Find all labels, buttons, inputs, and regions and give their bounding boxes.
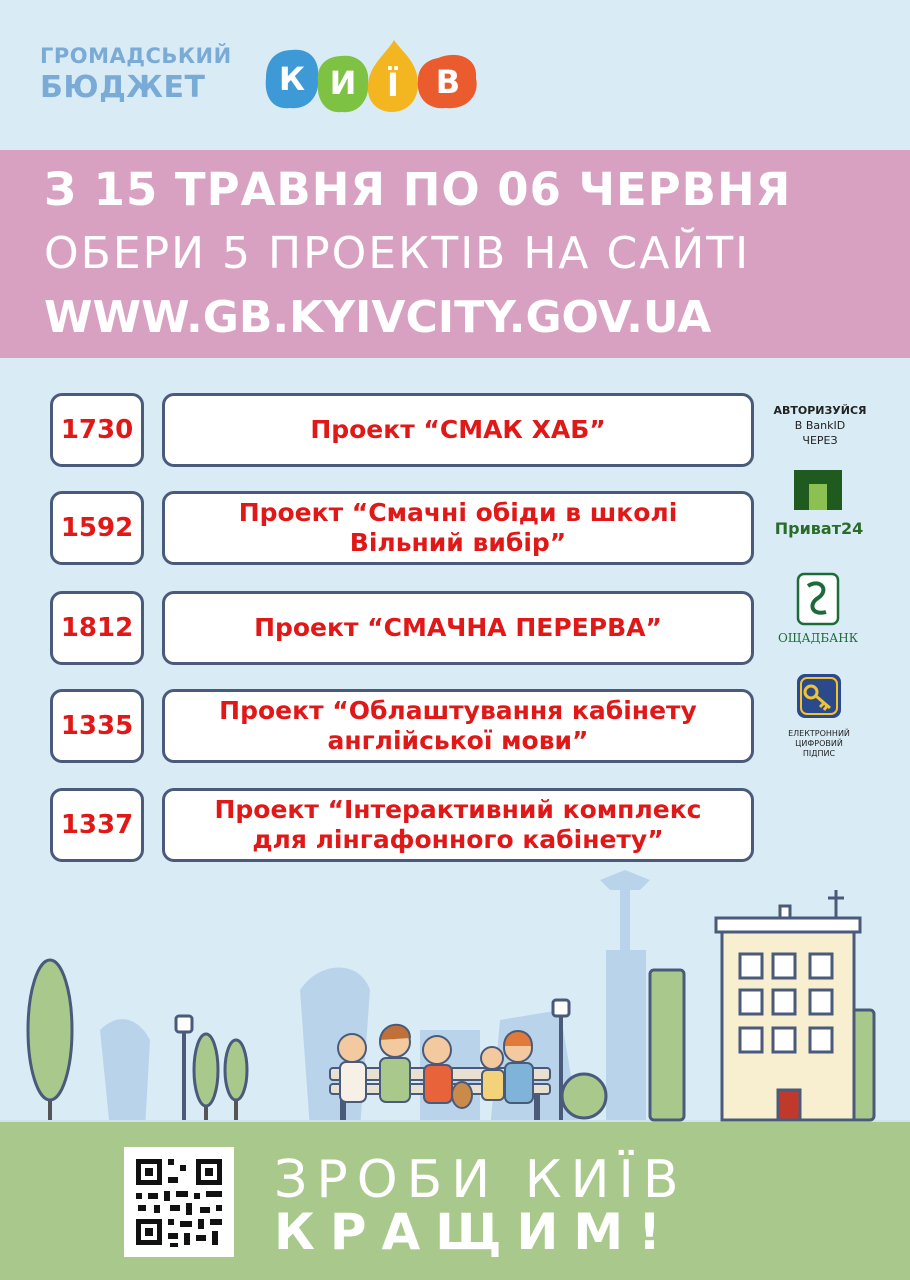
project-id-5: 1337: [50, 788, 144, 862]
auth-via: ЧЕРЕЗ: [802, 434, 838, 447]
project-id-3: 1812: [50, 591, 144, 665]
tree-icon: [562, 1074, 606, 1118]
oschadbank-logo[interactable]: [772, 572, 864, 647]
project-id-4: 1335: [50, 689, 144, 763]
tree-icon: [225, 1040, 247, 1120]
slogan-line2: КРАЩИМ!: [274, 1203, 676, 1261]
tree-icon: [650, 970, 684, 1120]
project-id-2: 1592: [50, 491, 144, 565]
lamp-icon: [176, 1016, 192, 1120]
qr-code-icon[interactable]: [124, 1147, 234, 1257]
project-id-1: 1730: [50, 393, 144, 467]
kyiv-letter-3: Ї: [387, 66, 399, 104]
budget-logo: [40, 46, 232, 103]
budget-logo-line2: БЮДЖЕТ: [40, 70, 206, 105]
privat24-logo[interactable]: [775, 470, 863, 540]
project-title-2: Проект “Смачні обіди в школі Вільний вибір”: [162, 491, 754, 565]
city-park-illustration: [0, 870, 910, 1130]
tree-icon: [28, 960, 72, 1120]
ecp-line3: ПІДПИС: [802, 749, 836, 758]
oschadbank-label: ОЩАДБАНК: [777, 631, 859, 645]
project-title-3: Проект “СМАЧНА ПЕРЕРВА”: [162, 591, 754, 665]
project-title-1: Проект “СМАК ХАБ”: [162, 393, 754, 467]
auth-title: АВТОРИЗУЙСЯ: [773, 404, 867, 417]
vote-instruction: ОБЕРИ 5 ПРОЕКТІВ НА САЙТІ: [44, 228, 751, 279]
privat24-label: Приват24: [775, 519, 863, 538]
ecp-line2: ЦИФРОВИЙ: [795, 739, 843, 748]
kyiv-logo-yi: [368, 40, 418, 112]
project-title-5: Проект “Інтерактивний комплекс для лінгафонного кабінету”: [162, 788, 754, 862]
kyiv-letter-4: В: [435, 63, 461, 101]
kyiv-city-logo: [262, 38, 482, 118]
digital-signature-logo[interactable]: [774, 674, 864, 764]
voting-dates: З 15 ТРАВНЯ ПО 06 ЧЕРВНЯ: [44, 163, 792, 216]
auth-bankid: В BankID: [794, 419, 846, 432]
privat24-logo-icon: [775, 470, 863, 540]
key-icon: [774, 674, 864, 764]
building-icon: [716, 890, 860, 1120]
oschadbank-logo-icon: [772, 572, 864, 647]
project-title-4: Проект “Облаштування кабінету англійської мови”: [162, 689, 754, 763]
kyiv-letter-2: И: [329, 64, 357, 102]
slogan-line1: ЗРОБИ КИЇВ: [274, 1150, 688, 1210]
ecp-line1: ЕЛЕКТРОННИЙ: [788, 729, 850, 738]
kyiv-logo-v: [418, 55, 477, 108]
kyiv-letter-1: К: [278, 60, 306, 98]
website-link[interactable]: WWW.GB.KYIVCITY.GOV.UA: [44, 292, 712, 343]
budget-logo-line1: ГРОМАДСЬКИЙ: [40, 44, 232, 68]
kyiv-logo-k: [266, 50, 319, 108]
tree-icon: [194, 1034, 218, 1120]
kyiv-logo-y: [318, 56, 368, 112]
